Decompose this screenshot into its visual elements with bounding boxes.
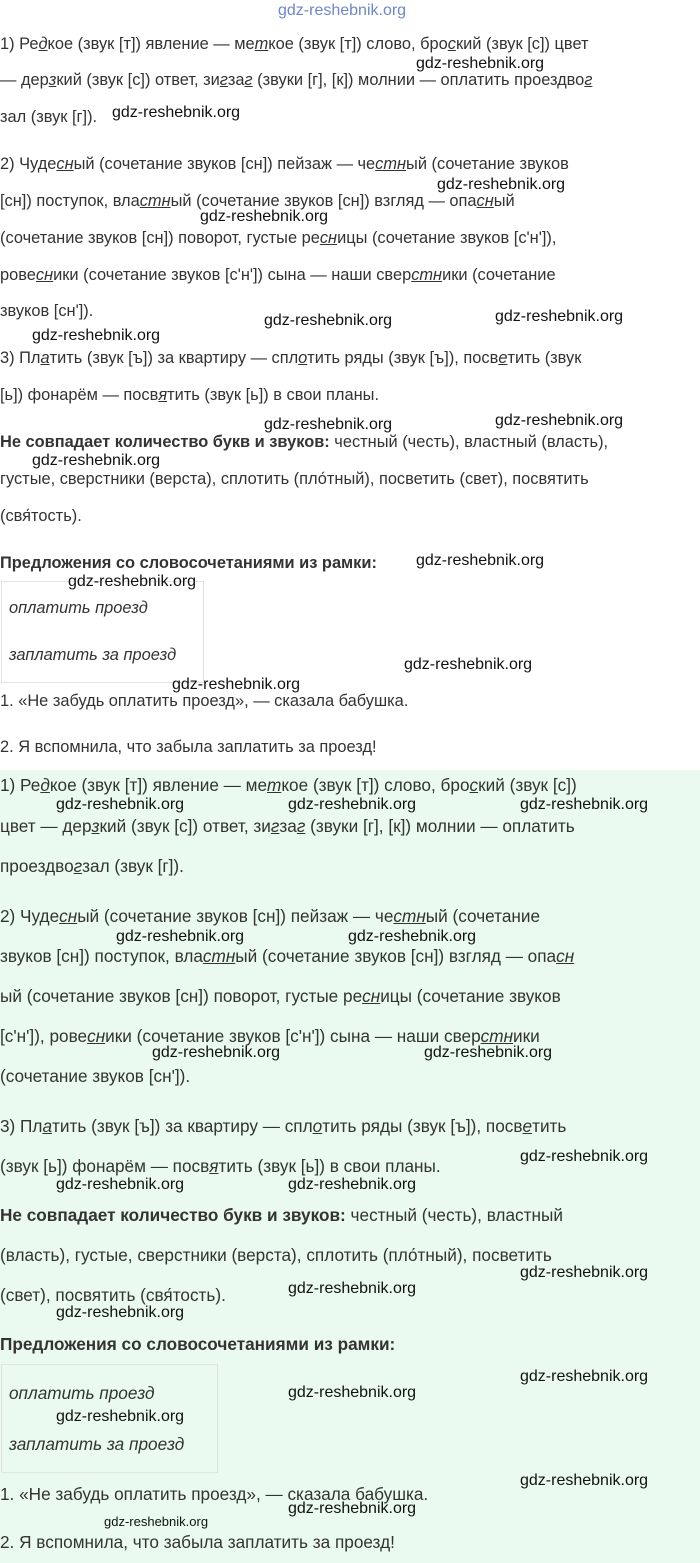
text-line-1: 1) Редкое (звук [т]) явление — меткое (звук [т]) слово, броский (звук [с]) [0, 775, 577, 795]
watermark: gdz-reshebnik.org [264, 312, 393, 329]
watermark: gdz-reshebnik.org [32, 327, 161, 344]
watermark: gdz-reshebnik.org [348, 928, 477, 945]
watermark: gdz-reshebnik.org [424, 1044, 553, 1061]
phrase-2: заплатить за проезд [9, 646, 177, 664]
watermark: gdz-reshebnik.org [56, 1408, 185, 1425]
phrase-2: заплатить за проезд [9, 1434, 185, 1454]
watermark: gdz-reshebnik.org [56, 1304, 185, 1321]
watermark: gdz-reshebnik.org [264, 416, 393, 433]
watermark: gdz-reshebnik.org [112, 104, 241, 121]
text-line-9: 3) Платить (звук [ъ]) за квартиру — сплотить ряды (звук [ъ]), посветить [0, 1116, 567, 1136]
watermark: gdz-reshebnik.org [56, 796, 185, 813]
watermark: gdz-reshebnik.org [104, 1514, 209, 1529]
phrase-1: оплатить проезд [9, 1383, 155, 1403]
phrase-1: оплатить проезд [9, 599, 148, 617]
text-line-11: Не совпадает количество букв и звуков: честный (честь), властный (власть), [0, 433, 609, 451]
text-line-3: проездвогзал (звук [г]). [0, 856, 184, 876]
text-line-7: ровесники (сочетание звуков [с'н']) сына — наши сверстники (сочетание [0, 266, 556, 284]
sentence-2: 2. Я вспомнила, что забыла заплатить за проезд! [0, 1532, 395, 1552]
watermark: gdz-reshebnik.org [200, 208, 329, 225]
watermark: gdz-reshebnik.org [416, 552, 545, 569]
text-line-1: 1) Редкое (звук [т]) явление — меткое (звук [т]) слово, броский (звук [с]) цвет [0, 35, 589, 53]
answer-section-1 [0, 0, 700, 770]
text-line-2: — дерзкий (звук [с]) ответ, зигзаг (звуки [г], [к]) молнии — оплатить проездвог [0, 71, 593, 89]
text-line-9: 3) Платить (звук [ъ]) за квартиру — сплотить ряды (звук [ъ]), посветить (звук [0, 349, 582, 367]
watermark: gdz-reshebnik.org [437, 176, 566, 193]
watermark: gdz-reshebnik.org [68, 573, 197, 590]
phrase-box [1, 581, 204, 683]
text-line-5: звуков [сн]) поступок, властный (сочетание звуков [сн]) взгляд — опасн [0, 946, 575, 966]
text-line-13: (свя́тость). [0, 507, 82, 525]
text-line-2: цвет — дерзкий (звук [с]) ответ, зигзаг (звуки [г], [к]) молнии — оплатить [0, 816, 575, 836]
text-line-12: густые, сверстники (верста), сплотить (пло́тный), посветить (свет), посвятить [0, 470, 589, 488]
text-line-8: звуков [сн']). [0, 302, 94, 320]
watermark: gdz-reshebnik.org [288, 1500, 417, 1517]
watermark: gdz-reshebnik.org [288, 1384, 417, 1401]
watermark: gdz-reshebnik.org [116, 928, 245, 945]
watermark: gdz-reshebnik.org [32, 452, 161, 469]
text-line-6: ый (сочетание звуков [сн]) поворот, густые ресницы (сочетание звуков [0, 986, 561, 1006]
sentence-2: 2. Я вспомнила, что забыла заплатить за проезд! [0, 738, 377, 756]
watermark: gdz-reshebnik.org [416, 55, 545, 72]
watermark: gdz-reshebnik.org [495, 412, 624, 429]
text-line-8: (сочетание звуков [сн']). [0, 1066, 191, 1086]
text-line-4: 2) Чудесный (сочетание звуков [сн]) пейзаж — честный (сочетание [0, 906, 541, 926]
text-line-7: [с'н']), ровесники (сочетание звуков [с'н']) сына — наши сверстники [0, 1026, 540, 1046]
watermark: gdz-reshebnik.org [520, 1368, 649, 1385]
text-line-12: (власть), густые, сверстники (верста), сплотить (пло́тный), посветить [0, 1245, 552, 1265]
text-line-6: (сочетание звуков [сн]) поворот, густые ресницы (сочетание звуков [с'н']), [0, 229, 557, 247]
phrases-heading: Предложения со словосочетаниями из рамки: [0, 554, 377, 572]
sentence-1: 1. «Не забудь оплатить проезд», — сказала бабушка. [0, 1484, 429, 1504]
watermark: gdz-reshebnik.org [288, 796, 417, 813]
watermark: gdz-reshebnik.org [152, 1044, 281, 1061]
watermark: gdz-reshebnik.org [520, 1472, 649, 1489]
text-line-3: зал (звук [г]). [0, 108, 98, 126]
watermark: gdz-reshebnik.org [520, 1148, 649, 1165]
watermark: gdz-reshebnik.org [56, 1176, 185, 1193]
watermark: gdz-reshebnik.org [172, 676, 301, 693]
text-line-4: 2) Чудесный (сочетание звуков [сн]) пейзаж — честный (сочетание звуков [0, 155, 569, 173]
text-line-13: (свет), посвятить (свя́тость). [0, 1285, 226, 1305]
watermark: gdz-reshebnik.org [495, 308, 624, 325]
watermark: gdz-reshebnik.org [520, 1264, 649, 1281]
watermark: gdz-reshebnik.org [404, 656, 533, 673]
sentence-1: 1. «Не забудь оплатить проезд», — сказала бабушка. [0, 692, 409, 710]
answer-section-2 [0, 770, 700, 1563]
text-line-11: Не совпадает количество букв и звуков: честный (честь), властный [0, 1205, 563, 1225]
watermark: gdz-reshebnik.org [288, 1176, 417, 1193]
watermark: gdz-reshebnik.org [520, 796, 649, 813]
text-line-10: [ь]) фонарём — посвятить (звук [ь]) в свои планы. [0, 386, 380, 404]
text-line-10: (звук [ь]) фонарём — посвятить (звук [ь]) в свои планы. [0, 1156, 441, 1176]
phrases-heading: Предложения со словосочетаниями из рамки: [0, 1334, 396, 1354]
text-line-5: [сн]) поступок, властный (сочетание звуков [сн]) взгляд — опасный [0, 192, 515, 210]
watermark: gdz-reshebnik.org [288, 1280, 417, 1297]
watermark: gdz-reshebnik.org [278, 2, 407, 19]
